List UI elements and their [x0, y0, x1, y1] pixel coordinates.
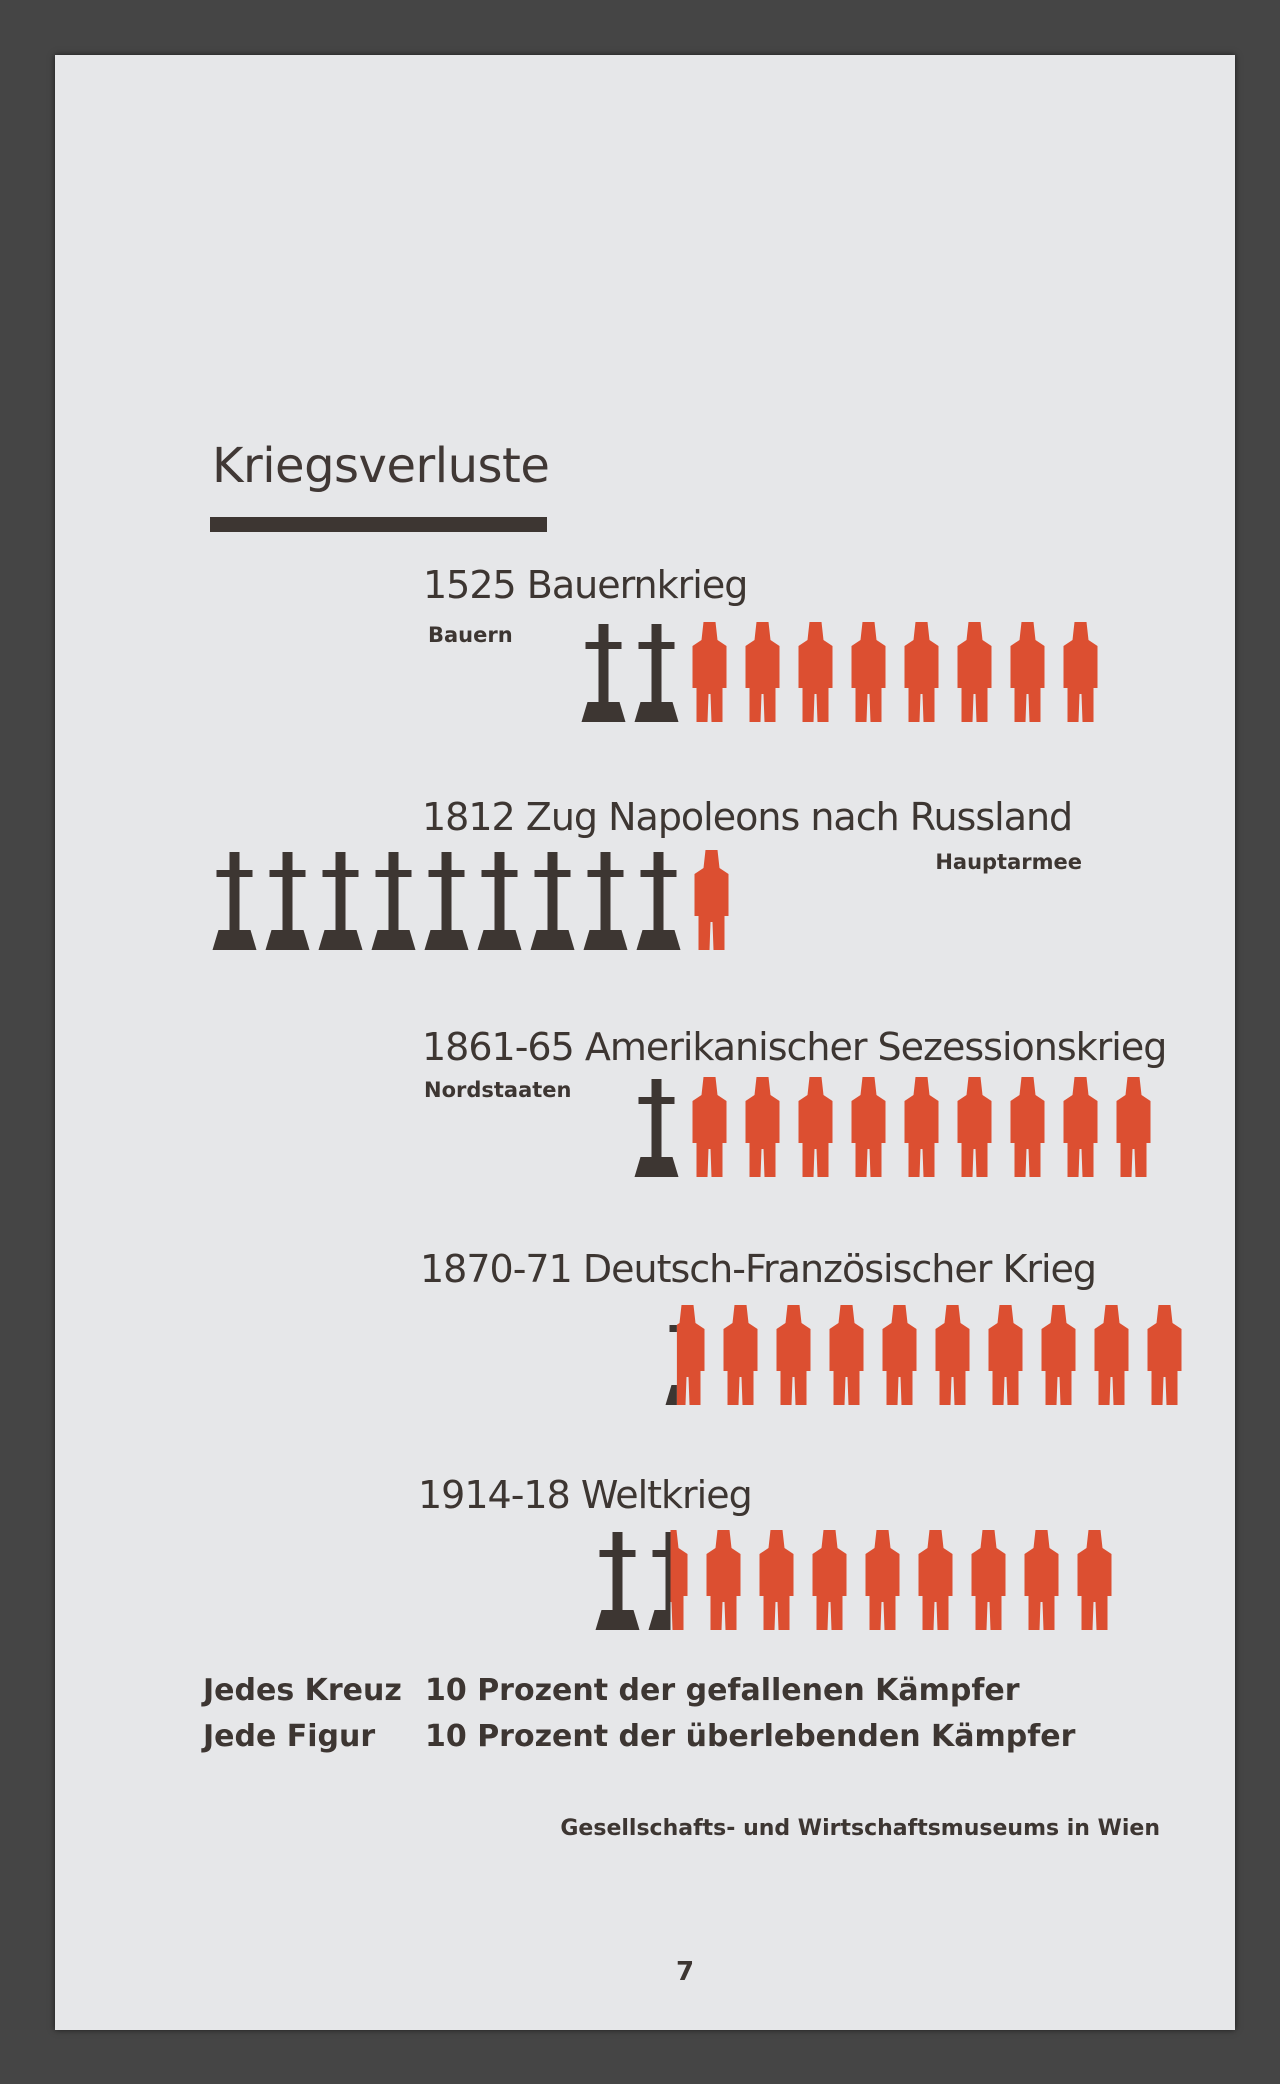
- cross-mark: [425, 852, 469, 950]
- figure-mark: [813, 1530, 847, 1630]
- figure-mark: [1095, 1305, 1129, 1405]
- figure-mark: [852, 622, 886, 722]
- figure-mark: [707, 1530, 741, 1630]
- row-title: 1525 Bauernkrieg: [423, 563, 748, 607]
- cross-mark: [372, 852, 416, 950]
- page-number: 7: [675, 1957, 695, 1987]
- cross-mark: [635, 624, 679, 722]
- figure-mark: [799, 1077, 833, 1177]
- cross-mark: [213, 852, 257, 950]
- cross-mark: [531, 852, 575, 950]
- museum-credit: Gesellschafts- und Wirtschaftsmuseums in Wien: [560, 1816, 1160, 1841]
- figure-mark: [958, 1077, 992, 1177]
- figure-mark: [1117, 1077, 1151, 1177]
- legend-figure-label: Jede Figur: [203, 1719, 376, 1754]
- cross-mark: [635, 1079, 679, 1177]
- figure-mark: [1011, 622, 1045, 722]
- cross-mark: [596, 1532, 640, 1630]
- figure-mark: [693, 622, 727, 722]
- figure-mark: [905, 1077, 939, 1177]
- row-subgroup: Hauptarmee: [935, 850, 1082, 874]
- cross-mark: [266, 852, 310, 950]
- figure-mark: [777, 1305, 811, 1405]
- figure-mark: [1064, 1077, 1098, 1177]
- figure-mark: [866, 1530, 900, 1630]
- legend-cross-label: Jedes Kreuz: [203, 1673, 402, 1708]
- figure-mark: [852, 1077, 886, 1177]
- figure-mark: [1042, 1305, 1076, 1405]
- row-subgroup: Nordstaaten: [424, 1078, 572, 1102]
- figure-mark: [919, 1530, 953, 1630]
- cross-mark: [478, 852, 522, 950]
- cross-mark: [582, 624, 626, 722]
- figure-mark: [799, 622, 833, 722]
- row-subgroup: Bauern: [428, 623, 513, 647]
- figure-mark: [936, 1305, 970, 1405]
- row-title: 1812 Zug Napoleons nach Russland: [422, 795, 1073, 839]
- row-title: 1870-71 Deutsch-Französischer Krieg: [420, 1247, 1097, 1291]
- figure-mark: [1148, 1305, 1182, 1405]
- figure-mark: [695, 850, 729, 950]
- cross-mark: [319, 852, 363, 950]
- figure-mark: [989, 1305, 1023, 1405]
- figure-mark: [972, 1530, 1006, 1630]
- figure-mark: [1078, 1530, 1112, 1630]
- figure-mark: [1064, 622, 1098, 722]
- figure-mark: [760, 1530, 794, 1630]
- figure-mark: [693, 1077, 727, 1177]
- figure-mark: [830, 1305, 864, 1405]
- figure-mark: [1011, 1077, 1045, 1177]
- figure-mark: [746, 622, 780, 722]
- figure-mark: [1025, 1530, 1059, 1630]
- cross-mark: [584, 852, 628, 950]
- figure-mark: [958, 622, 992, 722]
- figure-mark: [746, 1077, 780, 1177]
- row-title: 1914-18 Weltkrieg: [418, 1473, 752, 1517]
- row-title: 1861-65 Amerikanischer Sezessionskrieg: [422, 1025, 1167, 1069]
- legend-figure-text: 10 Prozent der überlebenden Kämpfer: [425, 1719, 1076, 1754]
- chart-title: Kriegsverluste: [212, 438, 550, 494]
- legend-cross-text: 10 Prozent der gefallenen Kämpfer: [425, 1673, 1020, 1708]
- cross-mark: [637, 852, 681, 950]
- figure-mark: [724, 1305, 758, 1405]
- figure-mark: [883, 1305, 917, 1405]
- figure-mark: [905, 622, 939, 722]
